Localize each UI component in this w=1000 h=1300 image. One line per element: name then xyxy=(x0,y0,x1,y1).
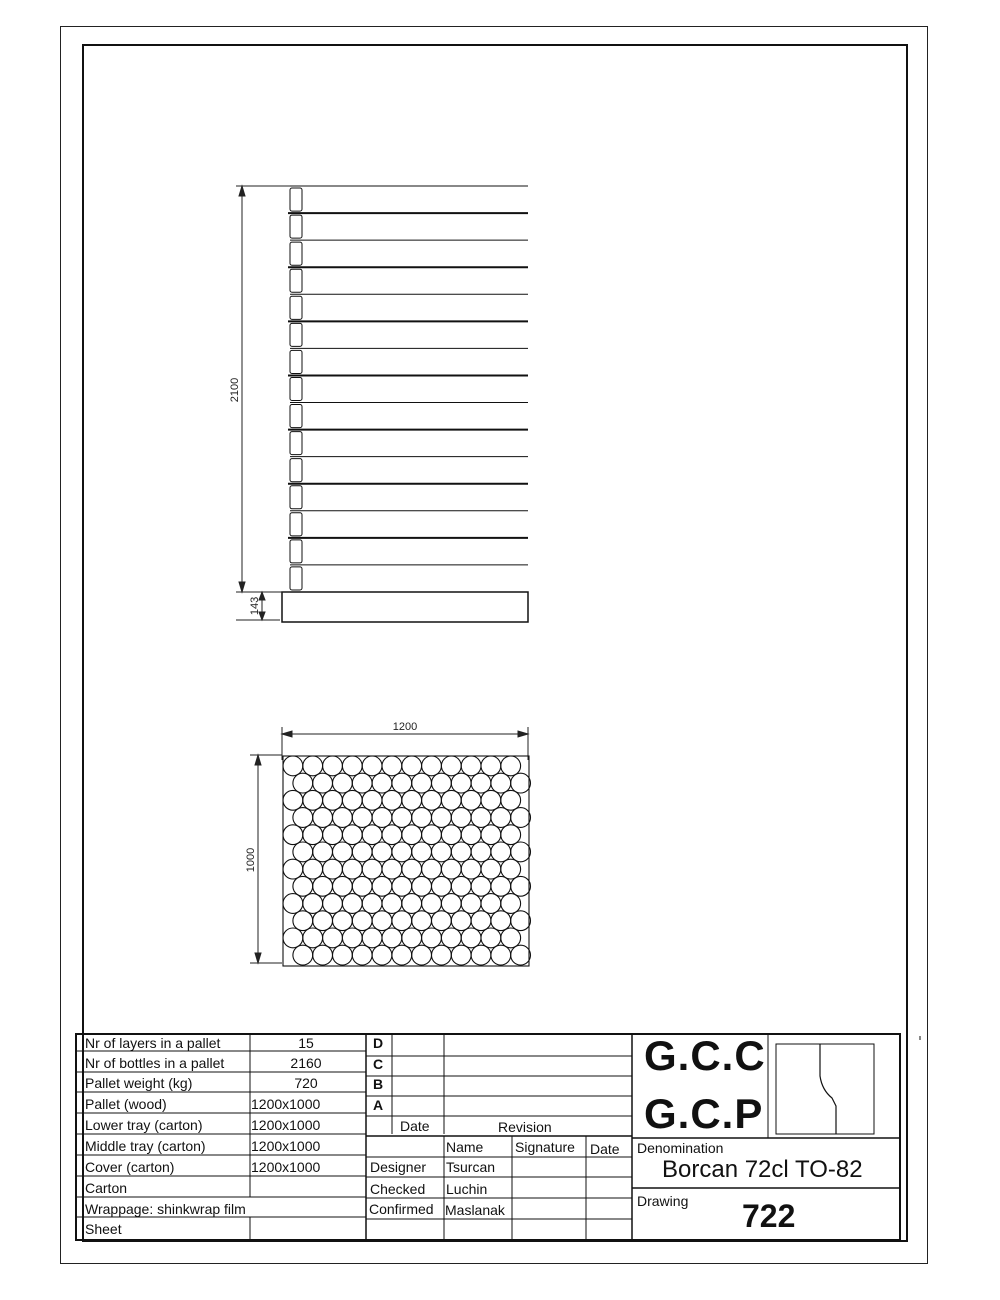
bottle-top xyxy=(283,894,303,914)
bottle-side xyxy=(290,486,302,509)
bottle-top xyxy=(303,859,323,879)
bottle-top xyxy=(342,859,362,879)
bottle-top xyxy=(323,825,343,845)
bottle-top xyxy=(362,859,382,879)
bottle-top xyxy=(451,842,471,862)
bottle-top xyxy=(441,894,461,914)
approval-role: Checked xyxy=(370,1181,426,1197)
bottle-top xyxy=(372,842,392,862)
spec-label: Middle tray (carton) xyxy=(85,1138,206,1154)
title-block xyxy=(76,1034,900,1240)
bottle-top xyxy=(392,842,412,862)
bottle-top xyxy=(362,790,382,810)
bottle-top xyxy=(342,928,362,948)
bottle-top xyxy=(313,808,333,828)
bottle-top xyxy=(362,894,382,914)
bottle-top xyxy=(293,911,313,931)
revision-letter: B xyxy=(373,1076,384,1092)
bottle-top xyxy=(402,756,422,776)
bottle-top xyxy=(481,859,501,879)
bottle-top xyxy=(491,808,511,828)
bottle-top xyxy=(501,859,521,879)
bottle-top xyxy=(412,876,432,896)
approvals-signature-header: Signature xyxy=(515,1139,575,1155)
bottle-top xyxy=(352,945,372,965)
bottle-top xyxy=(481,825,501,845)
spec-value: 1200x1000 xyxy=(251,1096,321,1112)
bottle-top xyxy=(451,773,471,793)
approval-name: Luchin xyxy=(446,1181,488,1197)
bottle-top xyxy=(451,808,471,828)
bottle-top xyxy=(511,945,531,965)
bottle-top xyxy=(422,859,442,879)
bottle-top xyxy=(392,808,412,828)
bottle-side xyxy=(290,432,302,455)
bottle-top xyxy=(283,790,303,810)
bottle-top xyxy=(323,928,343,948)
revision-header: Revision xyxy=(498,1119,552,1135)
width-dimension-label: 1200 xyxy=(392,721,418,733)
bottle-top xyxy=(333,876,353,896)
revision-letter: D xyxy=(373,1035,384,1051)
bottle-top xyxy=(342,894,362,914)
bottle-top xyxy=(481,928,501,948)
bottle-top xyxy=(333,842,353,862)
bottle-top xyxy=(412,911,432,931)
bottle-top xyxy=(422,825,442,845)
bottle-top xyxy=(372,945,392,965)
height-dimension-label: 2100 xyxy=(229,377,241,403)
revision-date-header: Date xyxy=(400,1118,430,1134)
bottle-top xyxy=(432,842,452,862)
bottle-side xyxy=(290,323,302,346)
bottle-top xyxy=(283,756,303,776)
bottle-top xyxy=(441,825,461,845)
bottle-top xyxy=(471,808,491,828)
bottle-top xyxy=(471,876,491,896)
bottle-side xyxy=(290,215,302,238)
bottle-top xyxy=(333,911,353,931)
side-view xyxy=(282,186,528,622)
bottle-top xyxy=(293,842,313,862)
bottle-top xyxy=(501,928,521,948)
spec-value: 1200x1000 xyxy=(251,1138,321,1154)
bottle-top xyxy=(402,825,422,845)
spec-label: Nr of layers in a pallet xyxy=(85,1035,221,1051)
bottle-side xyxy=(290,540,302,563)
bottle-top xyxy=(441,859,461,879)
bottle-top xyxy=(432,773,452,793)
bottle-top xyxy=(511,773,531,793)
bottle-top xyxy=(382,928,402,948)
bottle-top xyxy=(303,928,323,948)
bottle-top xyxy=(342,825,362,845)
bottle-top xyxy=(511,911,531,931)
bottle-top xyxy=(352,911,372,931)
company-logo-gcp: G.C.P xyxy=(644,1090,764,1137)
drawing-number-value: 722 xyxy=(742,1198,796,1234)
bottle-top xyxy=(392,911,412,931)
bottle-top xyxy=(382,825,402,845)
bottle-top xyxy=(323,756,343,776)
bottle-top xyxy=(352,808,372,828)
revision-letter: A xyxy=(373,1097,384,1113)
bottle-side xyxy=(290,567,302,590)
bottle-top xyxy=(402,894,422,914)
bottle-top xyxy=(323,859,343,879)
spec-value: 1200x1000 xyxy=(251,1159,321,1175)
bottle-top xyxy=(412,842,432,862)
spec-label: Cover (carton) xyxy=(85,1159,175,1175)
bottle-top xyxy=(422,928,442,948)
bottle-top xyxy=(382,790,402,810)
bottle-top xyxy=(432,911,452,931)
bottle-top xyxy=(481,756,501,776)
bottle-top xyxy=(481,894,501,914)
bottle-top xyxy=(372,876,392,896)
bottle-top xyxy=(491,773,511,793)
bottle-top xyxy=(352,876,372,896)
bottle-top xyxy=(293,945,313,965)
pallet-base xyxy=(282,592,528,622)
side-dimensions xyxy=(236,186,290,620)
bottle-top xyxy=(333,773,353,793)
bottle-top xyxy=(392,945,412,965)
bottle-top xyxy=(432,945,452,965)
bottle-top xyxy=(313,842,333,862)
bottle-top xyxy=(283,825,303,845)
approvals-date-header: Date xyxy=(590,1141,620,1157)
bottle-top xyxy=(293,876,313,896)
bottle-top xyxy=(451,876,471,896)
bottle-top xyxy=(481,790,501,810)
bottle-top xyxy=(342,790,362,810)
bottle-top xyxy=(402,928,422,948)
bottle-top xyxy=(313,876,333,896)
bottle-top xyxy=(432,876,452,896)
bottle-top xyxy=(491,876,511,896)
bottle-top xyxy=(362,928,382,948)
bottle-top xyxy=(441,756,461,776)
bottle-top xyxy=(461,790,481,810)
approval-name: Tsurcan xyxy=(446,1159,496,1175)
bottle-side xyxy=(290,350,302,373)
spec-label: Carton xyxy=(85,1180,128,1196)
bottle-top xyxy=(491,911,511,931)
bottle-top xyxy=(422,790,442,810)
bottle-side xyxy=(290,405,302,428)
base-dimension-label: 143 xyxy=(249,596,261,616)
bottle-top xyxy=(372,808,392,828)
approval-name: Maslanak xyxy=(445,1202,505,1218)
revision-letter: C xyxy=(373,1056,384,1072)
bottle-side xyxy=(290,269,302,292)
bottle-top xyxy=(293,773,313,793)
bottle-top xyxy=(412,808,432,828)
spec-label: Sheet xyxy=(85,1221,122,1237)
bottle-top xyxy=(471,842,491,862)
bottle-top xyxy=(402,859,422,879)
bottle-top xyxy=(471,945,491,965)
bottle-top xyxy=(372,911,392,931)
bottle-top xyxy=(342,756,362,776)
drawing-number-label: Drawing xyxy=(637,1193,689,1209)
denomination-value: Borcan 72cl TO-82 xyxy=(662,1156,863,1183)
bottle-top xyxy=(412,945,432,965)
denomination-label: Denomination xyxy=(637,1140,724,1156)
bottle-side xyxy=(290,188,302,211)
bottle-top xyxy=(352,773,372,793)
bottle-top xyxy=(392,773,412,793)
spec-value: 2160 xyxy=(290,1055,322,1071)
bottle-top xyxy=(511,876,531,896)
bottle-top xyxy=(333,945,353,965)
bottle-top xyxy=(392,876,412,896)
spec-value: 15 xyxy=(298,1035,314,1051)
bottle-top xyxy=(501,825,521,845)
bottle-top xyxy=(501,894,521,914)
bottle-top xyxy=(362,756,382,776)
bottle-side xyxy=(290,459,302,482)
bottle-top xyxy=(382,859,402,879)
spec-label: Nr of bottles in a pallet xyxy=(85,1055,225,1071)
bottle-top xyxy=(283,928,303,948)
bottle-top xyxy=(471,773,491,793)
bottle-top xyxy=(471,911,491,931)
bottle-top xyxy=(352,842,372,862)
bottle-top xyxy=(511,842,531,862)
bottle-top xyxy=(382,756,402,776)
bottle-top xyxy=(313,773,333,793)
bottle-side xyxy=(290,377,302,400)
spec-value: 1200x1000 xyxy=(251,1117,321,1133)
bottle-top xyxy=(333,808,353,828)
spec-label: Lower tray (carton) xyxy=(85,1117,203,1133)
bottle-top xyxy=(461,825,481,845)
approval-role: Designer xyxy=(370,1159,427,1175)
bottle-top xyxy=(491,842,511,862)
bottle-side xyxy=(290,513,302,536)
bottle-top xyxy=(501,790,521,810)
approvals-name-header: Name xyxy=(446,1139,484,1155)
bottle-top xyxy=(412,773,432,793)
approval-role: Confirmed xyxy=(369,1201,434,1217)
bottle-top xyxy=(451,911,471,931)
bottle-top xyxy=(303,825,323,845)
bottle-top xyxy=(372,773,392,793)
company-logo-gcc: G.C.C xyxy=(644,1032,766,1079)
bottle-top xyxy=(313,911,333,931)
spec-label: Pallet (wood) xyxy=(85,1096,167,1112)
bottle-top xyxy=(461,928,481,948)
bottle-top xyxy=(303,894,323,914)
depth-dimension-label: 1000 xyxy=(245,847,257,873)
bottle-side xyxy=(290,242,302,265)
bottle-top xyxy=(441,790,461,810)
bottle-top xyxy=(283,859,303,879)
bottle-top xyxy=(303,756,323,776)
bottle-top xyxy=(362,825,382,845)
bottle-side xyxy=(290,296,302,319)
bottle-top xyxy=(323,894,343,914)
spec-value: 720 xyxy=(294,1075,318,1091)
bottle-top xyxy=(441,928,461,948)
bottle-top xyxy=(303,790,323,810)
bottle-top xyxy=(293,808,313,828)
bottle-top xyxy=(461,859,481,879)
bottle-top xyxy=(402,790,422,810)
bottle-top xyxy=(313,945,333,965)
bottle-top xyxy=(491,945,511,965)
top-view xyxy=(283,756,531,966)
spec-label: Pallet weight (kg) xyxy=(85,1075,193,1091)
bottle-top xyxy=(422,756,442,776)
bottle-top xyxy=(501,756,521,776)
bottle-top xyxy=(511,808,531,828)
bottle-top xyxy=(461,894,481,914)
bottle-top xyxy=(422,894,442,914)
bottle-top xyxy=(382,894,402,914)
bottle-top xyxy=(432,808,452,828)
bottle-top xyxy=(451,945,471,965)
bottle-top xyxy=(323,790,343,810)
bottle-top xyxy=(461,756,481,776)
spec-label: Wrappage: shinkwrap film xyxy=(85,1201,246,1217)
